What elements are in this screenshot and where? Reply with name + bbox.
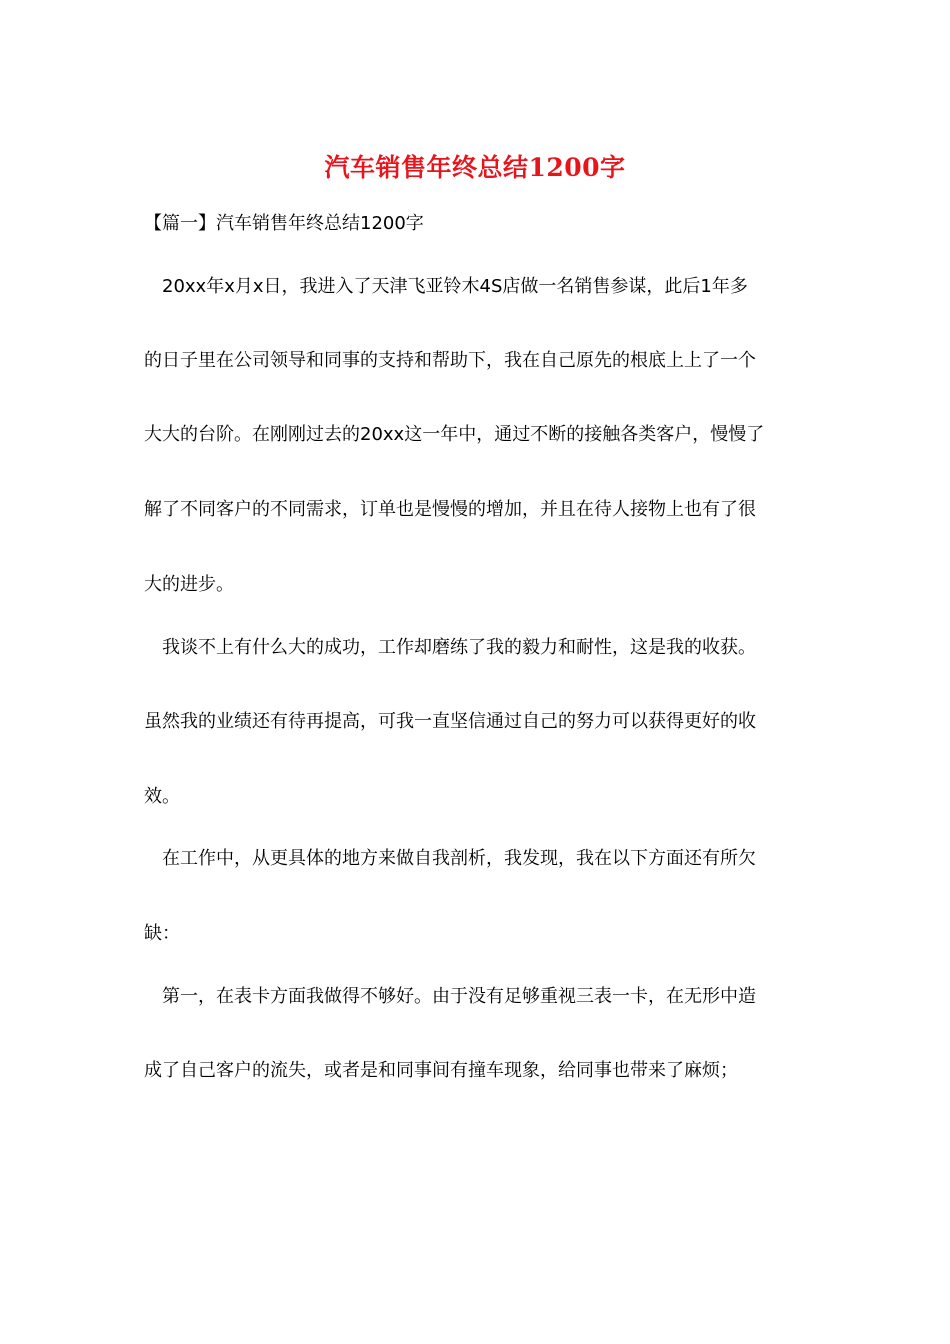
section-heading: 【篇一】汽车销售年终总结1200字 (144, 213, 424, 234)
paragraph-line: 的日子里在公司领导和同事的支持和帮助下，我在自己原先的根底上上了一个 (144, 350, 756, 371)
paragraph-line: 效。 (144, 786, 180, 807)
paragraph-line: 我谈不上有什么大的成功，工作却磨练了我的毅力和耐性，这是我的收获。 (162, 637, 756, 658)
paragraph-line: 在工作中，从更具体的地方来做自我剖析，我发现，我在以下方面还有所欠 (162, 848, 756, 869)
paragraph-line: 20xx年x月x日，我进入了天津飞亚铃木4S店做一名销售参谋，此后1年多 (162, 276, 748, 297)
paragraph-line: 解了不同客户的不同需求，订单也是慢慢的增加，并且在待人接物上也有了很 (144, 499, 756, 520)
paragraph-line: 缺： (144, 923, 180, 944)
paragraph-line: 大的进步。 (144, 574, 234, 595)
paragraph-line: 成了自己客户的流失，或者是和同事间有撞车现象，给同事也带来了麻烦； (144, 1060, 738, 1081)
document-title: 汽车销售年终总结1200字 (324, 153, 626, 182)
paragraph-line: 虽然我的业绩还有待再提高，可我一直坚信通过自己的努力可以获得更好的收 (144, 711, 756, 732)
paragraph-line: 大大的台阶。在刚刚过去的20xx这一年中，通过不断的接触各类客户，慢慢了 (144, 424, 765, 445)
paragraph-line: 第一，在表卡方面我做得不够好。由于没有足够重视三表一卡，在无形中造 (162, 986, 756, 1007)
